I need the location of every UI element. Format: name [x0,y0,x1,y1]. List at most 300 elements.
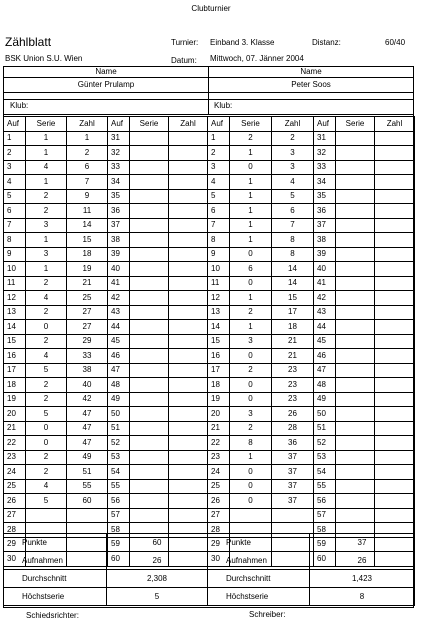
auf-cell: 7 [4,218,26,233]
auf-cell: 17 [208,363,230,378]
serie-cell [336,421,375,436]
score-table-left [3,116,208,567]
zahl-cell [169,233,208,248]
zahl-cell [169,421,208,436]
auf-cell: 31 [314,131,336,146]
auf-cell: 50 [108,407,130,422]
serie-cell: 3 [230,334,272,349]
zahl-cell [169,262,208,277]
zahl-cell [169,450,208,465]
auf-cell: 23 [208,450,230,465]
serie-cell [130,392,169,407]
auf-cell: 22 [4,436,26,451]
table-row [4,450,208,465]
serie-cell: 0 [26,436,67,451]
serie-cell: 1 [26,233,67,248]
auf-cell: 29 [208,537,230,552]
stat-value: 26 [107,552,208,570]
stat-row-hoechstserie [4,588,208,606]
auf-cell: 18 [208,378,230,393]
zahl-cell: 8 [272,247,314,262]
serie-cell: 5 [26,363,67,378]
serie-cell: 2 [26,189,67,204]
zahl-cell [375,363,415,378]
zahl-cell: 1 [67,131,108,146]
auf-cell: 14 [208,320,230,335]
serie-cell [336,378,375,393]
table-row [208,189,415,204]
serie-cell [130,494,169,509]
zahl-cell [67,508,108,523]
zahl-cell: 23 [272,378,314,393]
table-row [208,407,415,422]
serie-cell: 1 [26,175,67,190]
auf-cell: 41 [314,276,336,291]
serie-cell: 1 [230,204,272,219]
auf-cell: 8 [208,233,230,248]
stat-row-durchschnitt [4,570,208,588]
zahl-cell [169,363,208,378]
zahl-cell [169,175,208,190]
zahl-cell [375,407,415,422]
zahl-cell: 21 [272,334,314,349]
serie-cell [130,508,169,523]
table-row [4,378,208,393]
zahl-cell [169,436,208,451]
zahl-cell [375,291,415,306]
klub-label-left: Klub: [10,101,29,110]
serie-cell [336,407,375,422]
zahl-cell [375,320,415,335]
serie-cell [336,189,375,204]
serie-cell: 0 [26,320,67,335]
serie-cell [130,262,169,277]
auf-cell: 56 [108,494,130,509]
zahl-cell [169,305,208,320]
table-row [208,479,415,494]
zahl-cell [375,262,415,277]
zahl-cell [272,508,314,523]
zahl-cell: 40 [67,378,108,393]
table-row [208,363,415,378]
stat-row-aufnahmen [208,552,415,570]
zahl-cell [375,160,415,175]
serie-cell [130,479,169,494]
player-name-right: Peter Soos [291,80,331,89]
zahl-cell [375,218,415,233]
serie-cell [130,378,169,393]
auf-cell: 47 [314,363,336,378]
table-row [208,508,415,523]
auf-cell: 28 [4,523,26,538]
auf-cell: 29 [4,537,26,552]
auf-cell: 44 [314,320,336,335]
auf-cell: 27 [208,508,230,523]
serie-cell: 0 [230,349,272,364]
table-row [4,218,208,233]
zahl-cell [169,146,208,161]
auf-cell: 17 [4,363,26,378]
serie-cell: 2 [26,392,67,407]
table-row [4,465,208,480]
zahl-cell [169,508,208,523]
serie-cell [336,465,375,480]
auf-cell: 40 [108,262,130,277]
zahl-cell: 26 [272,407,314,422]
serie-cell: 1 [230,189,272,204]
table-row [208,146,415,161]
serie-cell [336,305,375,320]
zahl-cell: 27 [67,305,108,320]
zahl-cell: 15 [67,233,108,248]
zahl-cell: 55 [67,479,108,494]
serie-cell [130,146,169,161]
serie-cell: 2 [26,305,67,320]
serie-cell [130,247,169,262]
zahl-cell: 29 [67,334,108,349]
auf-cell: 20 [208,407,230,422]
serie-cell [130,189,169,204]
serie-cell [336,392,375,407]
auf-cell: 23 [4,450,26,465]
serie-cell [130,276,169,291]
table-row [208,421,415,436]
zahl-cell [375,204,415,219]
zahl-cell [375,465,415,480]
zahl-cell: 42 [67,392,108,407]
auf-cell: 46 [108,349,130,364]
col-header-zahl: Zahl [169,117,208,132]
zahl-cell [375,189,415,204]
serie-cell [130,349,169,364]
auf-cell: 3 [208,160,230,175]
zahl-cell: 21 [67,276,108,291]
auf-cell: 32 [314,146,336,161]
serie-cell: 1 [230,146,272,161]
auf-cell: 11 [208,276,230,291]
zahl-cell: 23 [272,392,314,407]
distanz-label: Distanz: [312,38,341,47]
zahl-cell [169,334,208,349]
zahl-cell: 23 [272,363,314,378]
col-header-serie: Serie [336,117,375,132]
zahl-cell [375,334,415,349]
zahl-cell [375,436,415,451]
auf-cell: 24 [4,465,26,480]
table-row [4,421,208,436]
zahl-cell: 37 [272,494,314,509]
stat-value: 60 [107,534,208,552]
auf-cell: 33 [108,160,130,175]
serie-cell [336,218,375,233]
zahl-cell [169,131,208,146]
serie-cell [130,363,169,378]
stat-label: Aufnahmen [208,552,310,570]
zahl-cell: 27 [67,320,108,335]
zahl-cell: 18 [272,320,314,335]
zahl-cell [375,349,415,364]
col-header-serie: Serie [26,117,67,132]
zahl-cell [375,146,415,161]
auf-cell: 21 [4,421,26,436]
stat-row-durchschnitt [208,570,415,588]
auf-cell: 38 [314,233,336,248]
serie-cell: 1 [230,175,272,190]
serie-cell [336,233,375,248]
serie-cell [130,334,169,349]
auf-cell: 13 [4,305,26,320]
zahl-cell: 60 [67,494,108,509]
zahl-cell: 47 [67,436,108,451]
zahl-cell: 21 [272,349,314,364]
score-table-right [207,116,415,567]
table-row [4,247,208,262]
table-row [4,175,208,190]
table-row [208,494,415,509]
serie-cell: 1 [230,320,272,335]
stat-value: 37 [310,534,415,552]
serie-cell: 6 [230,262,272,277]
table-row [208,262,415,277]
table-row [208,175,415,190]
zahl-cell [375,247,415,262]
table-row [4,479,208,494]
auf-cell: 58 [108,523,130,538]
name-label-right: Name [300,67,322,76]
serie-cell: 2 [26,450,67,465]
stat-label: Aufnahmen [4,552,107,570]
zahl-cell [169,218,208,233]
auf-cell: 30 [4,552,26,567]
serie-cell [336,131,375,146]
auf-cell: 38 [108,233,130,248]
col-header-zahl: Zahl [67,117,108,132]
serie-cell: 0 [230,247,272,262]
serie-cell: 1 [230,450,272,465]
auf-cell: 6 [4,204,26,219]
serie-cell: 0 [230,494,272,509]
zahl-cell [169,392,208,407]
serie-cell [336,262,375,277]
table-row [4,291,208,306]
auf-cell: 36 [314,204,336,219]
auf-cell: 60 [108,552,130,567]
zahl-cell: 8 [272,233,314,248]
zahl-cell [375,494,415,509]
serie-cell [130,160,169,175]
table-row [4,305,208,320]
serie-cell: 3 [26,247,67,262]
table-row [208,349,415,364]
turnier-label: Turnier: [171,38,199,47]
zahl-cell: 5 [272,189,314,204]
serie-cell: 0 [230,160,272,175]
auf-cell: 32 [108,146,130,161]
zahl-cell [375,175,415,190]
zahl-cell [375,276,415,291]
serie-cell: 0 [230,276,272,291]
zahl-cell: 25 [67,291,108,306]
table-row [4,320,208,335]
table-row [4,233,208,248]
zahl-cell: 51 [67,465,108,480]
serie-cell [130,320,169,335]
auf-cell: 12 [208,291,230,306]
table-row [208,291,415,306]
serie-cell [130,465,169,480]
auf-cell: 49 [108,392,130,407]
table-row [4,349,208,364]
zahl-cell: 19 [67,262,108,277]
stat-value: 8 [310,588,415,606]
serie-cell: 2 [26,204,67,219]
serie-cell: 5 [26,407,67,422]
stat-label: Durchschnitt [208,570,310,588]
auf-cell: 10 [4,262,26,277]
table-row [4,508,208,523]
auf-cell: 13 [208,305,230,320]
serie-cell [336,291,375,306]
serie-cell: 1 [26,146,67,161]
serie-cell: 4 [26,349,67,364]
auf-cell: 4 [208,175,230,190]
auf-cell: 34 [314,175,336,190]
auf-cell: 43 [314,305,336,320]
table-row [208,218,415,233]
serie-cell: 0 [230,378,272,393]
serie-cell: 1 [26,262,67,277]
zahl-cell: 49 [67,450,108,465]
auf-cell: 15 [208,334,230,349]
serie-cell [336,204,375,219]
stat-row-aufnahmen [4,552,208,570]
auf-cell: 59 [108,537,130,552]
auf-cell: 9 [208,247,230,262]
zahl-cell: 4 [272,175,314,190]
auf-cell: 56 [314,494,336,509]
auf-cell: 16 [208,349,230,364]
table-row [208,247,415,262]
zahl-cell: 36 [272,436,314,451]
table-row [208,204,415,219]
serie-cell [336,363,375,378]
datum-value: Mittwoch, 07. Jänner 2004 [210,54,304,63]
auf-cell: 4 [4,175,26,190]
serie-cell: 0 [230,392,272,407]
auf-cell: 9 [4,247,26,262]
auf-cell: 48 [108,378,130,393]
auf-cell: 25 [208,479,230,494]
auf-cell: 6 [208,204,230,219]
zahl-cell: 6 [272,204,314,219]
serie-cell: 5 [26,494,67,509]
serie-cell [130,233,169,248]
zahl-cell [375,233,415,248]
auf-cell: 58 [314,523,336,538]
name-label-left: Name [95,67,117,76]
auf-cell: 5 [4,189,26,204]
col-header-auf: Auf [314,117,336,132]
zahl-cell: 37 [272,479,314,494]
serie-cell [130,131,169,146]
serie-cell: 1 [230,218,272,233]
table-row [4,189,208,204]
serie-cell: 2 [230,131,272,146]
serie-cell: 2 [26,465,67,480]
auf-cell: 45 [314,334,336,349]
auf-cell: 3 [4,160,26,175]
auf-cell: 27 [4,508,26,523]
table-row [4,334,208,349]
serie-cell [336,334,375,349]
auf-cell: 24 [208,465,230,480]
zahl-cell: 28 [272,421,314,436]
stat-value: 1,423 [310,570,415,588]
stat-label: Höchstserie [4,588,107,606]
serie-cell: 2 [230,363,272,378]
serie-cell: 4 [26,160,67,175]
table-row [4,276,208,291]
auf-cell: 30 [208,552,230,567]
zahl-cell: 38 [67,363,108,378]
zahl-cell [375,305,415,320]
auf-cell: 10 [208,262,230,277]
auf-cell: 47 [108,363,130,378]
table-row [208,450,415,465]
stat-value: 5 [107,588,208,606]
auf-cell: 2 [4,146,26,161]
auf-cell: 51 [314,421,336,436]
table-row [4,363,208,378]
auf-cell: 19 [208,392,230,407]
auf-cell: 31 [108,131,130,146]
stats-table-left [3,533,208,606]
col-header-serie: Serie [230,117,272,132]
serie-cell [26,508,67,523]
zahl-cell: 14 [272,276,314,291]
auf-cell: 37 [314,218,336,233]
serie-cell: 3 [230,407,272,422]
schreiber-label: Schreiber: [249,610,286,619]
serie-cell [130,204,169,219]
header-row [4,117,208,132]
zahl-cell: 3 [272,160,314,175]
table-row [208,334,415,349]
auf-cell: 46 [314,349,336,364]
zahl-cell: 7 [272,218,314,233]
zahl-cell [169,204,208,219]
serie-cell: 2 [230,305,272,320]
col-header-auf: Auf [208,117,230,132]
auf-cell: 35 [314,189,336,204]
player-name-left: Günter Prulamp [77,80,135,89]
auf-cell: 2 [208,146,230,161]
serie-cell: 1 [230,291,272,306]
auf-cell: 18 [4,378,26,393]
auf-cell: 8 [4,233,26,248]
auf-cell: 50 [314,407,336,422]
serie-cell: 1 [26,131,67,146]
zahl-cell: 18 [67,247,108,262]
auf-cell: 54 [314,465,336,480]
zahl-cell [169,479,208,494]
table-row [208,160,415,175]
serie-cell [130,218,169,233]
table-row [4,146,208,161]
table-row [208,233,415,248]
serie-cell [336,160,375,175]
table-row [208,436,415,451]
